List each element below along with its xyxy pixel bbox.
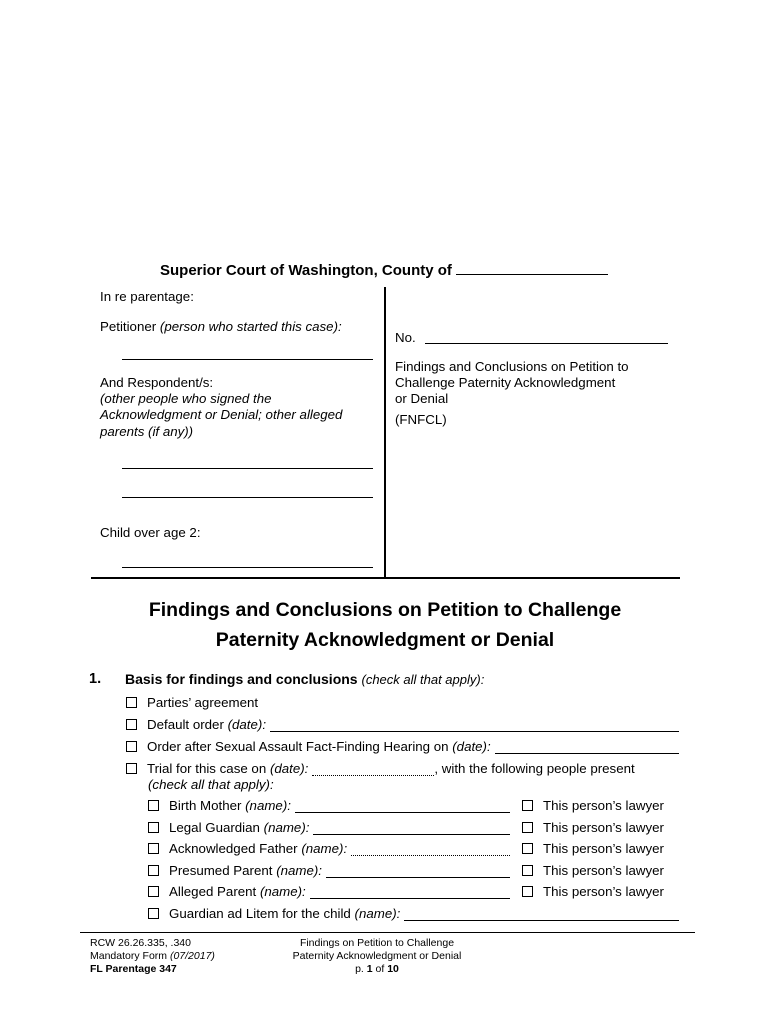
respondents-note-1: (other people who signed the: [100, 391, 272, 406]
person-label: Alleged Parent: [169, 884, 257, 899]
lawyer-checkbox[interactable]: [522, 843, 533, 854]
person-note: (name):: [276, 863, 322, 878]
person-checkbox[interactable]: [148, 800, 159, 811]
respondents-note-2: Acknowledgment or Denial; other alleged: [100, 407, 343, 422]
doc-code: (FNFCL): [395, 412, 447, 427]
trial-checkbox[interactable]: [126, 763, 137, 774]
lawyer-option: [522, 841, 664, 856]
person-checkbox[interactable]: [148, 843, 159, 854]
doc-title-2: Challenge Paternity Acknowledgment: [395, 375, 616, 390]
trial-label: Trial for this case on: [147, 761, 267, 776]
trial-date-line[interactable]: [312, 763, 434, 776]
person-name-line[interactable]: [310, 886, 510, 899]
option-trial: [126, 761, 635, 776]
case-no-label: No.: [395, 330, 416, 345]
sexual-assault-label: Order after Sexual Assault Fact-Finding Hearing on: [147, 739, 449, 754]
respondent-name-line-1[interactable]: [122, 468, 373, 469]
footer-mandatory-date: (07/2017): [169, 950, 215, 962]
gal-row: [148, 906, 679, 921]
person-note: (name):: [301, 841, 348, 856]
sexual-assault-date-line[interactable]: [495, 741, 679, 754]
respondent-name-line-2[interactable]: [122, 497, 373, 498]
page-of: of: [375, 963, 385, 975]
person-row: [148, 798, 510, 813]
page-title-line-1: Findings and Conclusions on Petition to Challenge: [148, 599, 622, 621]
person-name-line[interactable]: [351, 843, 510, 856]
child-name-line[interactable]: [122, 567, 373, 568]
person-label: Birth Mother: [169, 798, 242, 813]
footer-mandatory: [90, 950, 215, 963]
doc-title-1: Findings and Conclusions on Petition to: [395, 359, 629, 374]
footer-page-number: [277, 963, 477, 976]
default-order-date-line[interactable]: [270, 719, 679, 732]
footer-mandatory-text: Mandatory Form: [90, 950, 168, 962]
child-label: Child over age 2:: [100, 525, 201, 540]
page-title-line-2: Paternity Acknowledgment or Denial: [215, 629, 555, 651]
trial-check-note: (check all that apply):: [148, 777, 274, 792]
lawyer-label: This person’s lawyer: [543, 820, 664, 835]
option-default-order: [126, 717, 679, 732]
lawyer-option: [522, 863, 664, 878]
caption-divider: [384, 287, 386, 579]
person-row: [148, 820, 510, 835]
person-name-line[interactable]: [313, 822, 510, 835]
gal-name-line[interactable]: [404, 908, 679, 921]
sexual-assault-note: (date):: [452, 739, 491, 754]
person-label: Acknowledged Father: [169, 841, 298, 856]
person-row: [148, 841, 510, 856]
doc-title-3: or Denial: [395, 391, 449, 406]
footer-rule: [80, 932, 695, 933]
person-note: (name):: [263, 820, 310, 835]
footer-form-id: FL Parentage 347: [90, 963, 177, 975]
caption-bottom-rule: [91, 577, 680, 579]
gal-checkbox[interactable]: [148, 908, 159, 919]
petitioner-note: (person who started this case):: [159, 319, 342, 334]
person-row: [148, 884, 510, 899]
lawyer-label: This person’s lawyer: [543, 863, 664, 878]
lawyer-option: [522, 820, 664, 835]
section-number: 1.: [89, 671, 102, 687]
lawyer-checkbox[interactable]: [522, 865, 533, 876]
in-re-label: In re parentage:: [100, 289, 194, 304]
footer-center-1: Findings on Petition to Challenge: [299, 937, 455, 949]
lawyer-label: This person’s lawyer: [543, 884, 664, 899]
person-checkbox[interactable]: [148, 886, 159, 897]
person-checkbox[interactable]: [148, 822, 159, 833]
county-blank[interactable]: [456, 262, 608, 275]
section-heading-text: Basis for findings and conclusions: [125, 671, 358, 687]
trial-note: (date):: [269, 761, 309, 776]
default-order-label: Default order: [147, 717, 224, 732]
respondents-label: And Respondent/s:: [100, 375, 214, 390]
petitioner-label: [100, 319, 342, 335]
footer-rcw: RCW 26.26.335, .340: [90, 937, 191, 949]
lawyer-option: [522, 798, 664, 813]
gal-label: Guardian ad Litem for the child: [169, 906, 351, 921]
petitioner-label-text: Petitioner: [100, 319, 157, 334]
person-name-line[interactable]: [326, 865, 510, 878]
default-order-checkbox[interactable]: [126, 719, 137, 730]
trial-suffix: , with the following people present: [434, 761, 635, 776]
lawyer-label: This person’s lawyer: [543, 841, 664, 856]
petitioner-name-line[interactable]: [122, 359, 373, 360]
person-label: Presumed Parent: [169, 863, 273, 878]
person-label: Legal Guardian: [169, 820, 260, 835]
option-sexual-assault: [126, 739, 679, 754]
case-no-line[interactable]: [425, 343, 668, 344]
person-row: [148, 863, 510, 878]
court-heading: [160, 262, 608, 279]
lawyer-option: [522, 884, 664, 899]
lawyer-label: This person’s lawyer: [543, 798, 664, 813]
person-note: (name):: [245, 798, 291, 813]
lawyer-checkbox[interactable]: [522, 800, 533, 811]
gal-note: (name):: [354, 906, 401, 921]
footer-center-2: Paternity Acknowledgment or Denial: [292, 950, 462, 962]
parties-agreement-label: Parties’ agreement: [147, 695, 259, 710]
page-total: 10: [387, 963, 399, 975]
person-note: (name):: [259, 884, 306, 899]
lawyer-checkbox[interactable]: [522, 822, 533, 833]
person-name-line[interactable]: [295, 800, 510, 813]
default-order-note: (date):: [227, 717, 267, 732]
section-heading-note: (check all that apply):: [361, 672, 485, 687]
person-checkbox[interactable]: [148, 865, 159, 876]
page-prefix: p.: [355, 963, 364, 975]
parties-agreement-checkbox[interactable]: [126, 697, 137, 708]
section-heading: [125, 671, 484, 687]
respondents-note-3: parents (if any)): [100, 424, 194, 439]
lawyer-checkbox[interactable]: [522, 886, 533, 897]
page-num: 1: [366, 963, 373, 975]
court-heading-text: Superior Court of Washington, County of: [160, 262, 452, 279]
option-parties-agreement: [126, 695, 258, 710]
sexual-assault-checkbox[interactable]: [126, 741, 137, 752]
